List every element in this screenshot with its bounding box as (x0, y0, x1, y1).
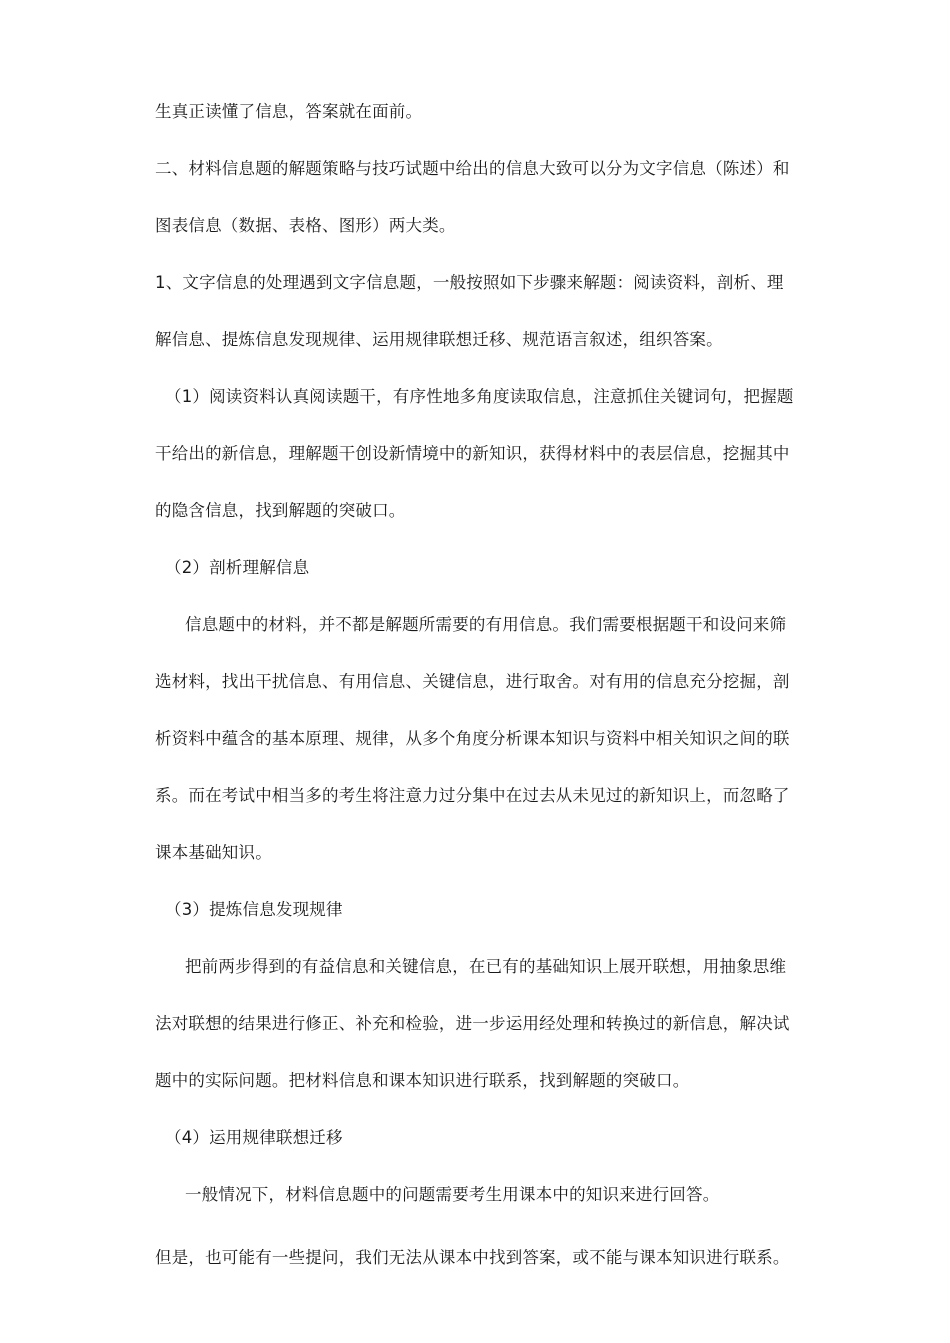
text-line: 法对联想的结果进行修正、补充和检验，进一步运用经处理和转换过的新信息，解决试 (155, 1014, 790, 1033)
numbered-item-3: （3）提炼信息发现规律 (165, 900, 343, 919)
text-line: 选材料，找出干扰信息、有用信息、关键信息，进行取舍。对有用的信息充分挖掘，剖 (155, 672, 790, 691)
text-line: 系。而在考试中相当多的考生将注意力过分集中在过去从未见过的新知识上，而忽略了 (155, 786, 790, 805)
numbered-item-2: （2）剖析理解信息 (165, 558, 310, 577)
text-line: 但是，也可能有一些提问，我们无法从课本中找到答案，或不能与课本知识进行联系。 (155, 1248, 790, 1267)
paragraph-first-line: 信息题中的材料，并不都是解题所需要的有用信息。我们需要根据题干和设问来筛 (185, 615, 787, 634)
section-heading-line: 二、材料信息题的解题策略与技巧试题中给出的信息大致可以分为文字信息（陈述）和 (155, 159, 790, 178)
paragraph-first-line: 一般情况下，材料信息题中的问题需要考生用课本中的知识来进行回答。 (185, 1185, 720, 1204)
subsection-heading-line: 1、文字信息的处理遇到文字信息题，一般按照如下步骤来解题：阅读资料，剖析、理 (155, 273, 784, 292)
numbered-item-1: （1）阅读资料认真阅读题干，有序性地多角度读取信息，注意抓住关键词句，把握题 (165, 387, 794, 406)
text-line: 图表信息（数据、表格、图形）两大类。 (155, 216, 456, 235)
text-line: 干给出的新信息，理解题干创设新情境中的新知识，获得材料中的表层信息，挖掘其中 (155, 444, 790, 463)
numbered-item-4: （4）运用规律联想迁移 (165, 1128, 343, 1147)
text-line: 的隐含信息，找到解题的突破口。 (155, 501, 406, 520)
text-line: 课本基础知识。 (155, 843, 272, 862)
text-line: 解信息、提炼信息发现规律、运用规律联想迁移、规范语言叙述，组织答案。 (155, 330, 723, 349)
paragraph-first-line: 把前两步得到的有益信息和关键信息，在已有的基础知识上展开联想，用抽象思维 (185, 957, 787, 976)
text-line: 题中的实际问题。把材料信息和课本知识进行联系，找到解题的突破口。 (155, 1071, 690, 1090)
text-line: 生真正读懂了信息，答案就在面前。 (155, 102, 423, 121)
text-line: 析资料中蕴含的基本原理、规律，从多个角度分析课本知识与资料中相关知识之间的联 (155, 729, 790, 748)
